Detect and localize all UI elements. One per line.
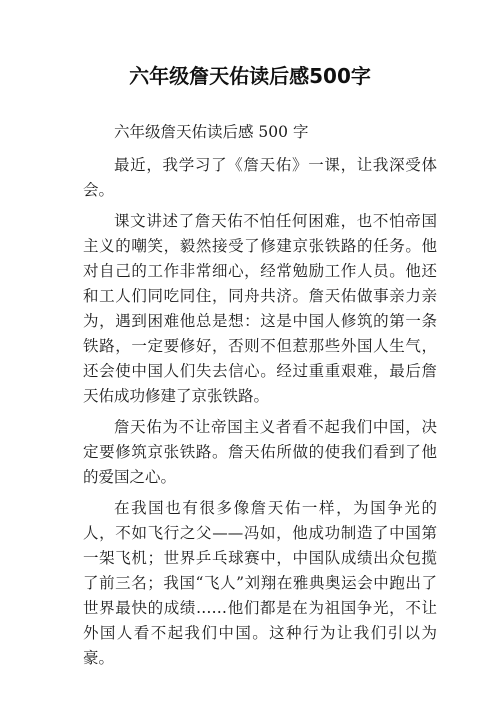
paragraph-1: 最近，我学习了《詹天佑》一课，让我深受体会。 (83, 156, 437, 199)
paragraph-2: 课文讲述了詹天佑不怕任何困难，也不怕帝国主义的嘲笑，毅然接受了修建京张铁路的任务。他对自己的工作非常细心，经常勉励工作人员。他还和工人们同吃同住，同舟共济。詹天佑做事亲力亲为，遇到困难他总是想：这是中国人修筑的第一条铁路，一定要修好，否则不但惹那些外国人生气，还会使中国人们失去信心。经过重重艰难，最后詹天佑成功修建了京张铁路。 (83, 212, 437, 405)
document-body (83, 120, 437, 671)
paragraph-4: 在我国也有很多像詹天佑一样，为国争光的人，不如飞行之父——冯如，他成功制造了中国第一架飞机；世界乒乓球赛中，中国队成绩出众包揽了前三名；我国“飞人”刘翔在雅典奥运会中跑出了世界最快的成绩……他们都是在为祖国争光，不让外国人看不起我们中国。这种行为让我们引以为豪。 (83, 499, 437, 667)
paragraph-3: 詹天佑为不让帝国主义者看不起我们中国，决定要修筑京张铁路。詹天佑所做的使我们看到了他的爱国之心。 (83, 418, 437, 486)
document-subtitle: 六年级詹天佑读后感 500 字 (114, 123, 309, 141)
document-title: 六年级詹天佑读后感500字 (129, 64, 371, 88)
